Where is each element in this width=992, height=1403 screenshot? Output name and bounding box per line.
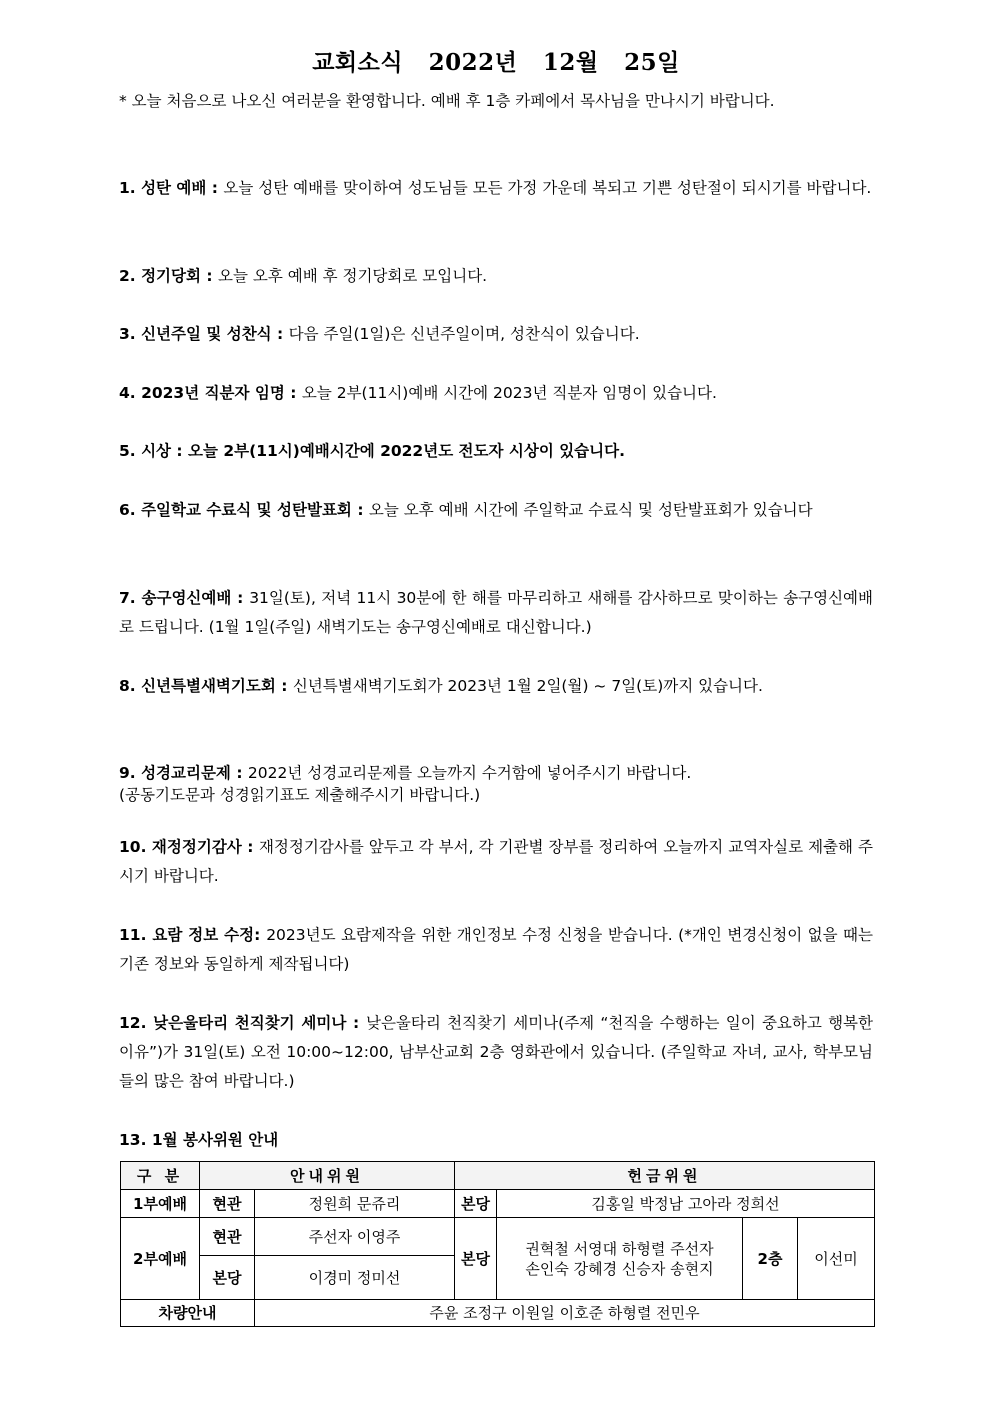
news-item-3 xyxy=(119,320,873,349)
location-label: 현관 xyxy=(200,1190,255,1218)
news-item-heading: 5. 시상 : 오늘 2부(11시)예배시간에 2022년도 전도자 시상이 있습니다. xyxy=(119,442,625,460)
service-label: 1부예배 xyxy=(121,1190,200,1218)
vehicle-label: 차량안내 xyxy=(121,1300,255,1327)
news-item-separator: : xyxy=(206,179,224,197)
page-title: 교회소식 2022년 12월 25일 xyxy=(312,49,680,76)
news-item-4 xyxy=(119,379,873,408)
news-item-body: 오늘 2부(11시)예배 시간에 2023년 직분자 임명이 있습니다. xyxy=(301,384,717,402)
news-item-heading: 13. 1월 봉사위원 안내 xyxy=(119,1131,279,1149)
location-label: 현관 xyxy=(200,1218,255,1256)
header-section: 구 분 xyxy=(121,1162,200,1190)
news-item-separator: : xyxy=(200,267,218,285)
news-item-body: 신년특별새벽기도회가 2023년 1월 2일(월) ~ 7일(토)까지 있습니다. xyxy=(292,677,763,695)
news-item-body: 재정정기감사를 앞두고 각 부서, 각 기관별 장부를 정리하여 오늘까지 교역자실로 제출해 주시기 바랍니다. xyxy=(119,838,873,885)
offering-names xyxy=(497,1218,743,1300)
news-item-heading: 6. 주일학교 수료식 및 성탄발표회 xyxy=(119,501,352,519)
news-item-body: 오늘 오후 예배 후 정기당회로 모입니다. xyxy=(217,267,488,285)
header-offering: 헌금위원 xyxy=(455,1162,875,1190)
news-item-heading: 12. 낮은울타리 천직찾기 세미나 xyxy=(119,1014,347,1032)
offering-names-line: 손인숙 강혜경 신승자 송현지 xyxy=(525,1259,714,1278)
news-item-8 xyxy=(119,672,873,701)
vehicle-names: 주윤 조정구 이원일 이호준 하형렬 전민우 xyxy=(255,1300,875,1327)
guide-names: 이경미 정미선 xyxy=(255,1256,455,1300)
news-item-body: 2023년도 요람제작을 위한 개인정보 수정 신청을 받습니다. (*개인 변경신청이 없을 때는 기존 정보와 동일하게 제작됩니다) xyxy=(119,926,873,973)
news-item-heading: 2. 정기당회 xyxy=(119,267,201,285)
news-item-2 xyxy=(119,262,873,291)
offering-location: 본당 xyxy=(455,1218,497,1300)
floor-label: 2층 xyxy=(743,1218,798,1300)
table-header-row xyxy=(121,1162,875,1190)
news-item-separator: : xyxy=(231,589,250,607)
news-item-5 xyxy=(119,437,873,466)
news-item-separator: : xyxy=(254,926,267,944)
news-item-1 xyxy=(119,174,873,203)
news-item-separator: : xyxy=(241,838,259,856)
floor-offering-name: 이선미 xyxy=(798,1218,875,1300)
news-item-heading: 8. 신년특별새벽기도회 xyxy=(119,677,276,695)
offering-names-line: 권혁철 서영대 하형렬 주선자 xyxy=(525,1239,714,1258)
news-item-body: 오늘 성탄 예배를 맞이하여 성도님들 모든 가정 가운데 복되고 기쁜 성탄절이 되시기를 바랍니다. xyxy=(223,179,872,197)
news-item-separator: : xyxy=(230,764,248,782)
news-item-heading: 10. 재정정기감사 xyxy=(119,838,242,856)
table-row xyxy=(121,1300,875,1327)
news-item-11 xyxy=(119,921,873,979)
news-item-heading: 3. 신년주일 및 성찬식 xyxy=(119,325,272,343)
guide-names: 주선자 이영주 xyxy=(255,1218,455,1256)
news-item-9 xyxy=(119,760,873,806)
news-item-separator: : xyxy=(346,1014,366,1032)
location-label: 본당 xyxy=(200,1256,255,1300)
news-item-body: 31일(토), 저녁 11시 30분에 한 해를 마무리하고 새해를 감사하므로 맞이하는 송구영신예배로 드립니다. (1월 1일(주일) 새벽기도는 송구영신예배로 대신합니다.) xyxy=(119,589,873,636)
news-item-body: 낮은울타리 천직찾기 세미나(주제 “천직을 수행하는 일이 중요하고 행복한 이유”)가 31일(토) 오전 10:00~12:00, 남부산교회 2층 영화관에서 있습니다. (주일학교 자녀, 교사, 학부모님들의 많은 참여 바랍니다.) xyxy=(119,1014,874,1090)
news-item-body: 다음 주일(1일)은 신년주일이며, 성찬식이 있습니다. xyxy=(288,325,640,343)
news-item-heading: 1. 성탄 예배 xyxy=(119,179,207,197)
volunteer-table xyxy=(120,1161,875,1327)
table-row xyxy=(121,1218,875,1256)
news-item-body: 오늘 오후 예배 시간에 주일학교 수료식 및 성탄발표회가 있습니다 xyxy=(368,501,813,519)
news-item-6 xyxy=(119,496,873,525)
news-item-10 xyxy=(119,833,873,891)
news-item-separator: : xyxy=(271,325,289,343)
news-item-heading: 9. 성경교리문제 xyxy=(119,764,231,782)
news-item-12 xyxy=(119,1009,873,1096)
service-label: 2부예배 xyxy=(121,1218,200,1300)
guide-names: 정원희 문쥬리 xyxy=(255,1190,455,1218)
table-row xyxy=(121,1190,875,1218)
news-item-separator: : xyxy=(275,677,293,695)
news-item-13 xyxy=(119,1126,873,1155)
news-item-heading: 7. 송구영신예배 xyxy=(119,589,232,607)
offering-location: 본당 xyxy=(455,1190,497,1218)
news-item-7 xyxy=(119,584,873,642)
header-guide: 안내위원 xyxy=(200,1162,455,1190)
news-item-heading: 11. 요람 정보 수정 xyxy=(119,926,255,944)
news-item-heading: 4. 2023년 직분자 임명 xyxy=(119,384,285,402)
welcome-paragraph: * 오늘 처음으로 나오신 여러분을 환영합니다. 예배 후 1층 카페에서 목사님을 만나시기 바랍니다. xyxy=(119,92,775,110)
news-item-separator: : xyxy=(351,501,369,519)
news-item-body: 2022년 성경교리문제를 오늘까지 수거함에 넣어주시기 바랍니다. xyxy=(247,764,692,782)
news-item-separator: : xyxy=(284,384,302,402)
news-item-note: (공동기도문과 성경읽기표도 제출해주시기 바랍니다.) xyxy=(119,786,481,804)
offering-names: 김홍일 박정남 고아라 정희선 xyxy=(497,1190,875,1218)
